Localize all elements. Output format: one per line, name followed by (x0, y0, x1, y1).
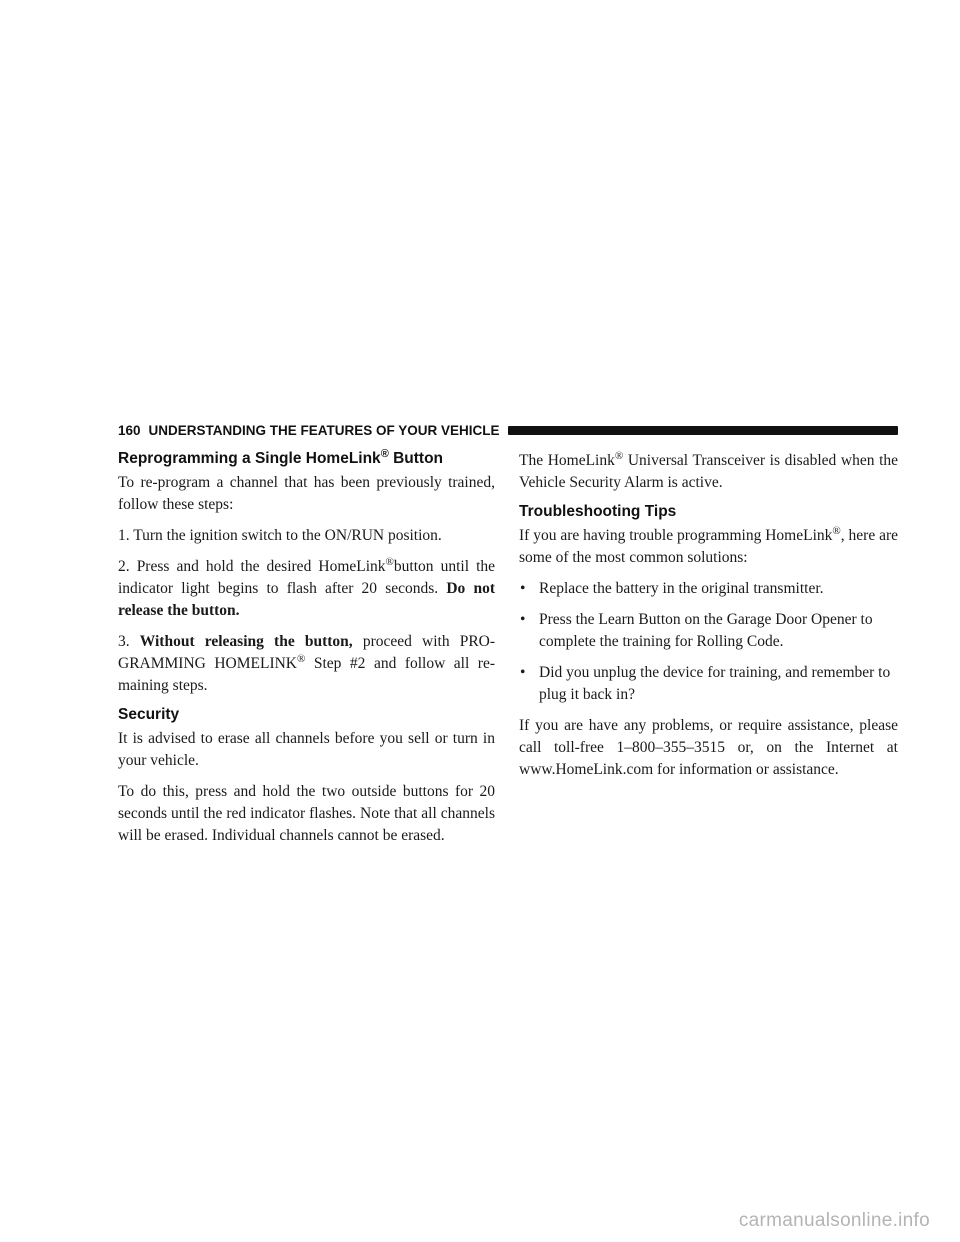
tip-item: • Replace the battery in the original transmitter. (519, 578, 898, 600)
right-column (519, 450, 898, 790)
step-2: 2. Press and hold the desired HomeLink®button until the indicator light begins to flash after 20 seconds. Do not release the button. (118, 555, 496, 619)
page-header (118, 419, 898, 441)
tip-item: • Press the Learn Button on the Garage Door Opener to complete the training for Rolling Code. (520, 611, 873, 650)
tips-list (519, 578, 898, 706)
section-title: UNDERSTANDING THE FEATURES OF YOUR VEHICLE (148, 422, 500, 438)
bullet-icon: • (520, 664, 526, 681)
security-heading: Security (118, 706, 180, 723)
security-paragraph-1: It is advised to erase all channels before you sell or turn in your vehicle. (118, 730, 495, 769)
step-1: 1. Turn the ignition switch to the ON/RUN position. (118, 527, 442, 544)
reprogram-heading: Reprogramming a Single HomeLink® Button (118, 447, 444, 467)
tip-item: • Did you unplug the device for training, and remember to plug it back in? (520, 664, 891, 703)
step-3: 3. Without releasing the button, proceed with PRO-GRAMMING HOMELINK® Step #2 and follow all re-maining steps. (118, 633, 496, 694)
troubleshooting-heading: Troubleshooting Tips (519, 503, 677, 520)
contact-paragraph: If you are have any problems, or require assistance, please call toll-free 1–800–355–3515 or, on the Internet at www.HomeLink.com for information or assistance. (519, 717, 898, 778)
disabled-note: The HomeLink® Universal Transceiver is disabled when the Vehicle Security Alarm is active. (519, 449, 899, 491)
bullet-icon: • (520, 611, 526, 628)
tips-intro: If you are having trouble programming HomeLink®, here are some of the most common solutions: (519, 524, 898, 566)
left-column (118, 447, 496, 856)
reprogram-intro: To re-program a channel that has been previously trained, follow these steps: (118, 474, 495, 513)
bullet-icon: • (520, 580, 526, 597)
security-paragraph-2: To do this, press and hold the two outside buttons for 20 seconds until the red indicator flashes. Note that all channels will be erased. Individual channels cannot be erased. (118, 783, 495, 844)
watermark: carmanualsonline.info (738, 1210, 930, 1231)
header-rule (508, 426, 898, 435)
page-number: 160 (118, 422, 141, 438)
